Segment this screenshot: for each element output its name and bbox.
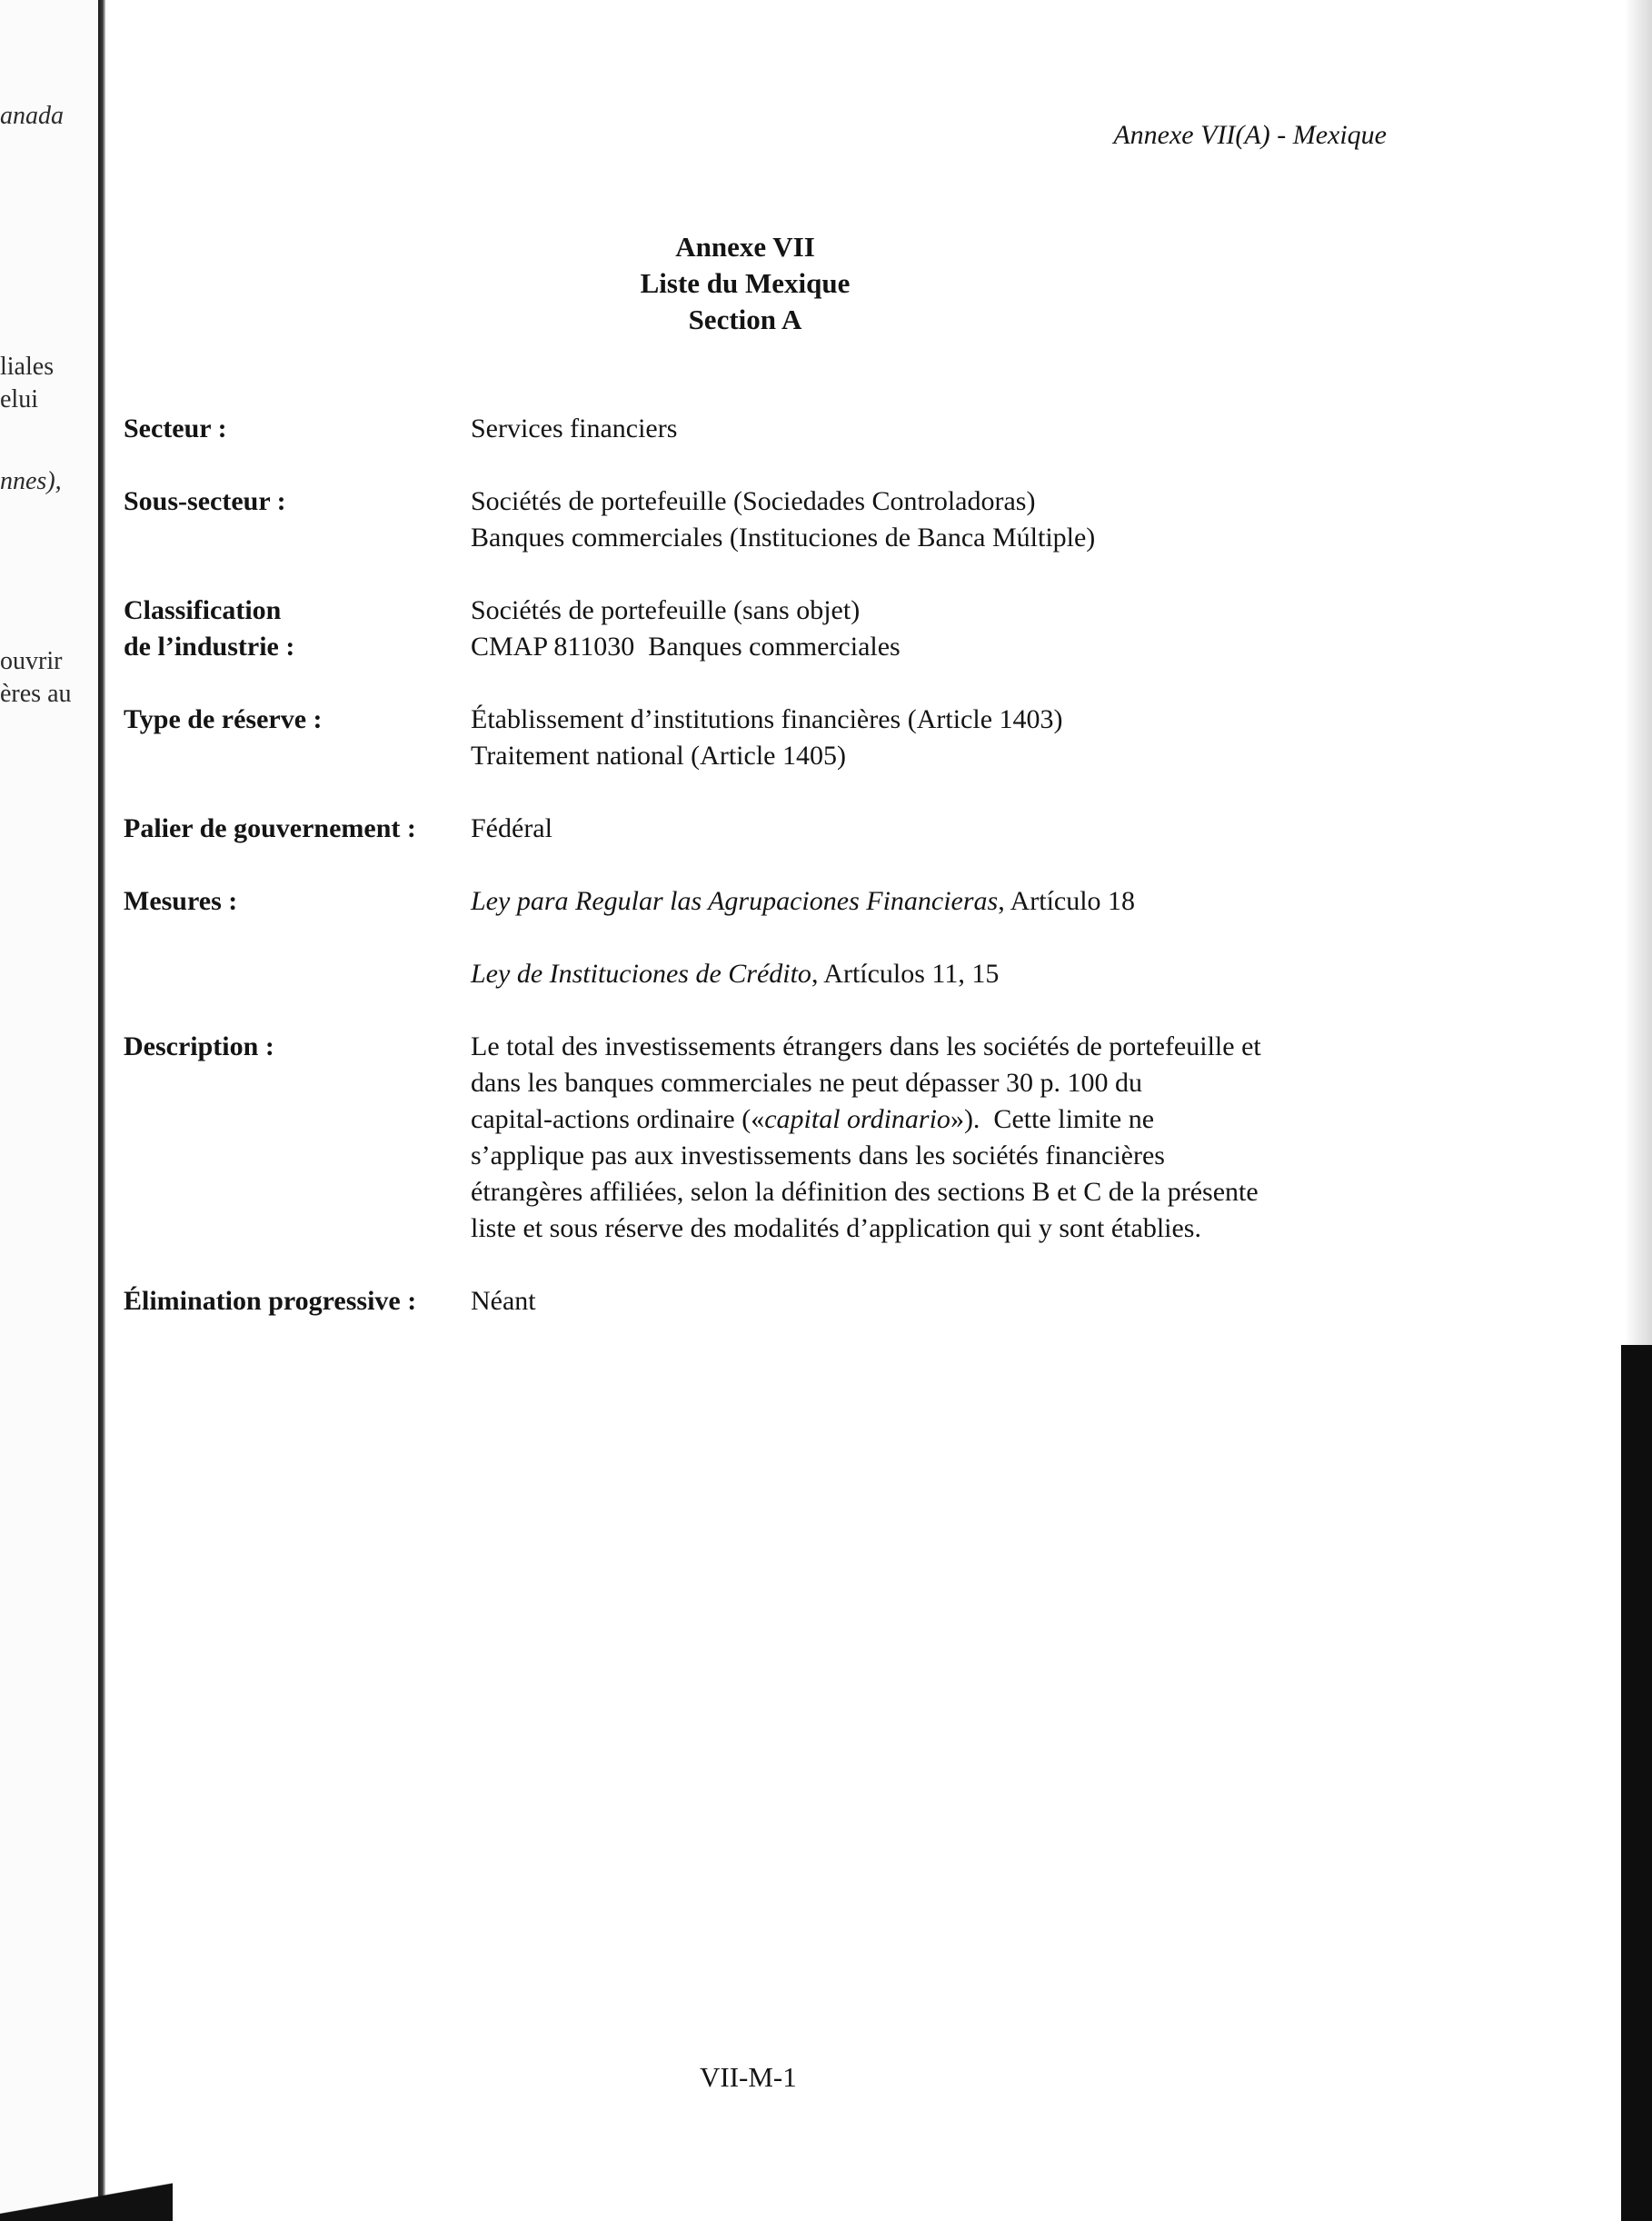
value-sous-secteur (471, 483, 1414, 556)
label-elimination: Élimination progressive : (124, 1286, 417, 1316)
facing-page-text: ouvrir (0, 647, 63, 675)
label-line: de l’industrie : (124, 632, 295, 662)
value-line: Néant (471, 1286, 536, 1316)
page-number: VII-M-1 (700, 2061, 797, 2093)
description-line: liste et sous réserve des modalités d’application qui y sont établies. (471, 1213, 1201, 1243)
law-article: , Artículos 11, 15 (811, 959, 1000, 989)
measure-line (471, 883, 1414, 920)
value-classification (471, 593, 1414, 665)
title-annex: Annexe VII (675, 231, 815, 263)
label-classification (124, 593, 471, 665)
description-line: s’applique pas aux investissements dans les sociétés financières (471, 1140, 1165, 1170)
law-title: Ley de Instituciones de Crédito (471, 959, 811, 989)
law-article: , Artículo 18 (998, 886, 1136, 916)
value-line: Fédéral (471, 813, 552, 843)
value-line: Sociétés de portefeuille (Sociedades Controladoras) (471, 486, 1036, 516)
description-line: Le total des investissements étrangers dans les sociétés de portefeuille et (471, 1031, 1261, 1061)
facing-page-text: liales (0, 353, 55, 381)
description-line: dans les banques commerciales ne peut dépasser 30 p. 100 du (471, 1068, 1142, 1098)
right-scan-border (1621, 1345, 1652, 2221)
label-type-reserve: Type de réserve : (124, 704, 323, 734)
value-line: Services financiers (471, 413, 678, 443)
row-type-reserve (124, 702, 1414, 774)
description-italic-term: capital ordinario (764, 1104, 950, 1134)
document-title (105, 229, 1385, 338)
row-palier (124, 811, 1414, 847)
value-elimination (471, 1283, 1414, 1320)
facing-page-text: anada (0, 102, 64, 130)
spacer (471, 920, 1414, 956)
value-palier (471, 811, 1414, 847)
value-mesures (471, 883, 1414, 992)
value-line: Établissement d’institutions financières (Article 1403) (471, 704, 1063, 734)
facing-page-margin (0, 0, 102, 2221)
label-palier: Palier de gouvernement : (124, 813, 416, 843)
facing-page-text: elui (0, 385, 38, 413)
value-line: Sociétés de portefeuille (sans objet) (471, 595, 861, 625)
value-line: Banques commerciales (Instituciones de Banca Múltiple) (471, 523, 1096, 553)
title-list: Liste du Mexique (640, 267, 851, 299)
row-elimination (124, 1283, 1414, 1320)
book-binding-shadow (98, 0, 105, 2221)
row-description (124, 1029, 1414, 1247)
description-text: capital-actions ordinaire (« (471, 1104, 765, 1134)
row-secteur (124, 411, 1414, 447)
label-sous-secteur: Sous-secteur : (124, 486, 286, 516)
running-head: Annexe VII(A) - Mexique (1113, 120, 1387, 150)
title-section: Section A (688, 304, 802, 335)
row-mesures (124, 883, 1414, 992)
label-description: Description : (124, 1031, 274, 1061)
label-mesures: Mesures : (124, 886, 238, 916)
binding-foot-shadow (0, 2166, 173, 2221)
value-secteur (471, 411, 1414, 447)
value-type-reserve (471, 702, 1414, 774)
value-description (471, 1029, 1414, 1247)
row-classification (124, 593, 1414, 665)
row-sous-secteur (124, 483, 1414, 556)
reservation-entries (124, 411, 1414, 1356)
description-text: »). Cette limite ne (950, 1104, 1155, 1134)
value-line: Traitement national (Article 1405) (471, 741, 846, 771)
facing-page-text: ères au (0, 680, 72, 708)
law-title: Ley para Regular las Agrupaciones Financieras (471, 886, 999, 916)
value-line: CMAP 811030 Banques commerciales (471, 632, 901, 662)
description-line (471, 1101, 1414, 1138)
facing-page-text: nnes), (0, 467, 62, 495)
label-line: Classification (124, 595, 282, 625)
measure-line (471, 956, 1414, 992)
description-line: étrangères affiliées, selon la définition des sections B et C de la présente (471, 1177, 1259, 1207)
label-secteur: Secteur : (124, 413, 227, 443)
